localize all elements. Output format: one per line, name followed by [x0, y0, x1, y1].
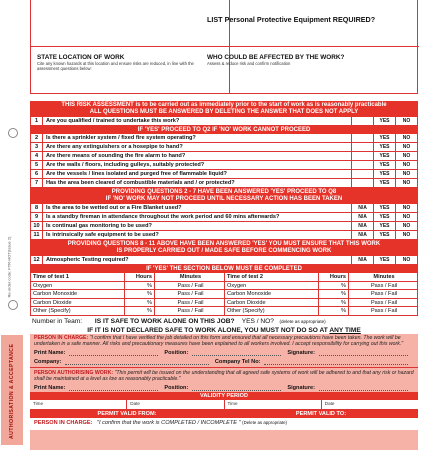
time-from-field[interactable]: Time	[30, 400, 127, 409]
question-text: Are the vessels / lines isolated and purged free of flammable liquid?	[46, 171, 227, 177]
yes-option[interactable]: YES	[373, 170, 395, 178]
question-number: 8	[31, 204, 43, 212]
question-row	[30, 222, 418, 231]
yes-option[interactable]: YES	[373, 256, 395, 264]
question-group-2-7	[30, 134, 418, 188]
test-row	[31, 299, 417, 308]
risk-assessment-table	[30, 101, 418, 336]
position-field[interactable]	[192, 350, 281, 356]
company-label: Company:	[34, 359, 62, 365]
question-number: 11	[31, 231, 43, 239]
unit[interactable]: %	[319, 307, 349, 315]
proceed-q8-banner	[30, 188, 418, 204]
no-option[interactable]: NO	[395, 179, 417, 187]
punch-hole-icon	[8, 300, 18, 310]
reorder-code: Re-order code: FTR-HOT(Issue 2)	[6, 236, 12, 298]
print-name-field[interactable]	[69, 350, 158, 356]
state-location-hint: Cite any known hazards at this location and ensure risks are reduced, in line with the assessment questions below:	[37, 61, 194, 71]
paw-title: PERSON AUTHORISING WORK:	[34, 370, 114, 376]
company-tel-label: Company Tel No:	[214, 359, 261, 365]
time-to-field[interactable]: Time	[225, 400, 322, 409]
permit-valid-band	[30, 410, 418, 418]
pic-name-row	[30, 348, 418, 357]
question-number: 3	[31, 143, 43, 151]
completion-statement	[30, 418, 418, 430]
no-option[interactable]: NO	[395, 152, 417, 160]
test1-time-header: Time of test 1	[31, 273, 125, 281]
na-option	[351, 134, 373, 142]
question-number: 10	[31, 222, 43, 230]
paw-text: "This permit will be issued on the understanding that all agreed safe systems of work will be adhered to and that any risk or hazard shall be maintained at a level as low as reasonably practicable."	[34, 370, 414, 382]
question-row	[30, 256, 418, 265]
question-text: Has the area been cleared of combustible materials and / or protected?	[46, 180, 235, 186]
banner-line: ALL QUESTIONS MUST BE ANSWERED BY DELETING THE ANSWER THAT DOES NOT APPLY	[89, 109, 359, 115]
yes-option[interactable]: YES	[373, 179, 395, 187]
question-row	[30, 231, 418, 240]
signature-field[interactable]	[319, 385, 408, 391]
pass-fail[interactable]: Pass / Fail	[155, 307, 225, 315]
yes-option[interactable]: YES	[373, 134, 395, 142]
yes-option[interactable]: YES	[373, 222, 395, 230]
question-text: Atmospheric Testing required?	[46, 257, 129, 263]
test2-time-header: Time of test 2	[225, 273, 319, 281]
question-text: Are there means of sounding the fire alarm to hand?	[46, 153, 186, 159]
question-row	[30, 204, 418, 213]
affected-hint: Assess & reduce risk and confirm notification	[207, 61, 291, 66]
na-option[interactable]: N/A	[351, 204, 373, 212]
delete-note: (delete as appropriate)	[279, 318, 326, 324]
question-number: 2	[31, 134, 43, 142]
authorisation-section	[30, 334, 418, 450]
banner-line: THIS RISK ASSESSMENT is to be carried out as immediately prior to the start of work as is reasonably practicable	[61, 102, 387, 108]
yes-option[interactable]: YES	[373, 231, 395, 239]
pass-fail[interactable]: Pass / Fail	[155, 282, 225, 290]
test-row	[31, 307, 417, 316]
no-option[interactable]: NO	[395, 134, 417, 142]
question-row	[30, 213, 418, 222]
yes-option[interactable]: YES	[373, 143, 395, 151]
question-row	[30, 161, 418, 170]
pic-text: "I confirm that I have verified the job detailed on this form and ensured that all necessary precautions have been taken. The work will be undertaken in a safe manner. All risks and precautionary measures have been explained to all workers involved. I accept responsibility for carrying out this work."	[34, 335, 404, 347]
no-option[interactable]: NO	[395, 231, 417, 239]
position-label: Position:	[164, 385, 189, 391]
affected-label: WHO COULD BE AFFECTED BY THE WORK?	[207, 54, 345, 61]
warning-emphasis: ANY TIME	[329, 326, 361, 334]
question-number: 6	[31, 170, 43, 178]
no-option[interactable]: NO	[395, 161, 417, 169]
intro-banner	[30, 101, 418, 117]
question-text: Are the walls / floors, including gulleys, suitably protected?	[46, 162, 205, 168]
banner-line: PROVIDING QUESTIONS 8 - 11 ABOVE HAVE BEEN ANSWERED 'YES' YOU MUST ENSURE THAT THIS WORK	[67, 241, 381, 247]
na-option	[351, 117, 373, 125]
question-text: Is the area to be wetted out or a Fire Blanket used?	[46, 205, 182, 211]
yes-option[interactable]: YES	[373, 213, 395, 221]
question-row	[30, 117, 418, 126]
yes-option[interactable]: YES	[373, 204, 395, 212]
print-name-field[interactable]	[69, 385, 158, 391]
question-text: Is continual gas monitoring to be used?	[46, 223, 152, 229]
pass-fail[interactable]: Pass / Fail	[155, 299, 225, 307]
hours-header: Hours	[125, 273, 155, 281]
test-row	[31, 282, 417, 291]
work-alone-question: IS IT SAFE TO WORK ALONE ON THIS JOB?	[94, 317, 235, 325]
company-field[interactable]	[65, 359, 209, 365]
question-number: 9	[31, 213, 43, 221]
unit[interactable]: %	[319, 299, 349, 307]
date-to-field[interactable]: Date	[324, 401, 335, 406]
unit[interactable]: %	[125, 282, 155, 290]
pass-fail[interactable]: Pass / Fail	[370, 291, 398, 298]
gas-name: Carbon Dioxide	[31, 299, 125, 307]
na-option	[351, 179, 373, 187]
na-option	[351, 170, 373, 178]
signature-label: Signature:	[287, 385, 316, 391]
na-option	[351, 143, 373, 151]
position-label: Position:	[164, 350, 189, 356]
no-option[interactable]: NO	[395, 256, 417, 264]
na-option	[351, 152, 373, 160]
no-option[interactable]: NO	[395, 204, 417, 212]
unit[interactable]: %	[319, 282, 349, 290]
authorisation-side-label: AUTHORISATION & ACCEPTANCE	[1, 335, 23, 445]
pic-title: PERSON IN CHARGE:	[34, 335, 89, 341]
pass-fail[interactable]: Pass / Fail	[370, 308, 398, 315]
question-row	[30, 152, 418, 161]
person-authorising-statement	[30, 369, 418, 383]
test-row	[31, 290, 417, 299]
banner-line: IS PROPERLY CARRIED OUT / MADE SAFE BEFORE COMMENCING WORK	[116, 248, 332, 254]
na-option	[351, 161, 373, 169]
divider	[31, 46, 419, 47]
ppe-label: LIST Personal Protective Equipment REQUIRED?	[207, 15, 376, 24]
hours-header: Hours	[319, 273, 349, 281]
yes-option[interactable]: YES	[373, 161, 395, 169]
validity-fields	[30, 400, 418, 410]
header-fields-box	[30, 0, 418, 94]
gas-name: Oxygen	[225, 282, 319, 290]
banner-line: PROVIDING QUESTIONS 2 - 7 HAVE BEEN ANSWERED 'YES' PROCEED TO Q8	[111, 189, 337, 195]
company-row	[30, 357, 418, 366]
final-text[interactable]: "I confirm that the work is COMPLETED / INCOMPLETE "	[97, 420, 241, 426]
pass-fail[interactable]: Pass / Fail	[370, 282, 398, 289]
question-text: Is intrinsically safe equipment to be used?	[46, 232, 159, 238]
valid-from-label: PERMIT VALID FROM:	[97, 411, 157, 417]
tests-header-row	[31, 273, 417, 282]
minutes-header: Minutes	[373, 274, 395, 280]
question-row	[30, 179, 418, 188]
na-option[interactable]: N/A	[351, 231, 373, 239]
question-number: 5	[31, 161, 43, 169]
divider	[30, 367, 418, 368]
warning-text: IF IT IS NOT DECLARED SAFE TO WORK ALONE, YOU MUST NOT DO SO AT	[87, 326, 330, 334]
na-option[interactable]: N/A	[351, 222, 373, 230]
gas-name: Carbon Monoxide	[31, 290, 125, 298]
unit[interactable]: %	[319, 290, 349, 298]
gas-name: Carbon Monoxide	[225, 290, 319, 298]
no-option[interactable]: NO	[395, 222, 417, 230]
tests-banner: IF 'YES' THE SECTION BELOW MUST BE COMPLETED	[30, 265, 418, 273]
state-location-label: STATE LOCATION OF WORK	[37, 54, 125, 61]
gas-name: Other (Specify)	[225, 307, 319, 315]
proceed-banner: IF 'YES' PROCEED TO Q2 IF 'NO' WORK CANNOT PROCEED	[30, 126, 418, 134]
banner-line: IF 'NO' WORK MAY NOT PROCEED UNTIL NECESSARY ACTION HAS BEEN TAKEN	[105, 196, 343, 202]
gas-name: Carbon Dioxide	[225, 299, 319, 307]
question-number: 12	[31, 256, 43, 264]
validity-period-band: VALIDITY PERIOD	[30, 392, 418, 400]
question-text: Are there any extinguishers or a hosepipe to hand?	[46, 144, 183, 150]
question-number: 7	[31, 179, 43, 187]
valid-to-label: PERMIT VALID TO:	[295, 411, 347, 417]
punch-hole-icon	[8, 128, 18, 138]
unit[interactable]: %	[125, 299, 155, 307]
question-text: Is there a sprinkler system / fixed fire system operating?	[46, 135, 196, 141]
position-field[interactable]	[192, 385, 281, 391]
company-tel-field[interactable]	[264, 359, 408, 365]
yes-option[interactable]: YES	[373, 117, 395, 125]
proceed-q12-banner	[30, 240, 418, 256]
pass-fail[interactable]: Pass / Fail	[155, 290, 225, 298]
minutes-header: Minutes	[155, 273, 225, 281]
question-number: 4	[31, 152, 43, 160]
paw-name-row	[30, 383, 418, 392]
yes-option[interactable]: YES	[373, 152, 395, 160]
team-number-label: Number in Team:	[32, 317, 83, 325]
na-option[interactable]: N/A	[351, 213, 373, 221]
final-note: (Delete as appropriate)	[242, 420, 288, 425]
question-row	[30, 170, 418, 179]
question-text: Are you qualified / trained to undertake this work?	[46, 118, 180, 124]
atmospheric-tests-table	[30, 273, 418, 316]
person-in-charge-statement	[30, 334, 418, 348]
gas-name: Other (Specify)	[31, 307, 125, 315]
no-option[interactable]: NO	[395, 117, 417, 125]
work-alone-line	[30, 316, 418, 327]
na-option[interactable]: N/A	[351, 256, 373, 264]
unit[interactable]: %	[125, 290, 155, 298]
print-name-label: Print Name:	[34, 350, 66, 356]
final-title: PERSON IN CHARGE:	[34, 420, 93, 426]
gas-name: Oxygen	[31, 282, 125, 290]
question-row	[30, 134, 418, 143]
date-from-field[interactable]: Date	[127, 400, 224, 409]
question-number: 1	[31, 117, 43, 125]
signature-label: Signature:	[287, 350, 316, 356]
unit[interactable]: %	[125, 307, 155, 315]
print-name-label: Print Name:	[34, 385, 66, 391]
pass-fail[interactable]: Pass / Fail	[370, 299, 398, 306]
question-text: Is a standby fireman in attendance throughout the work period and 60 mins afterwards?	[46, 214, 280, 220]
question-row	[30, 143, 418, 152]
work-alone-answer[interactable]: YES / NO?	[241, 317, 274, 325]
no-option[interactable]: NO	[395, 170, 417, 178]
signature-field[interactable]	[319, 350, 408, 356]
no-option[interactable]: NO	[395, 213, 417, 221]
question-group-8-11	[30, 204, 418, 240]
no-option[interactable]: NO	[395, 143, 417, 151]
